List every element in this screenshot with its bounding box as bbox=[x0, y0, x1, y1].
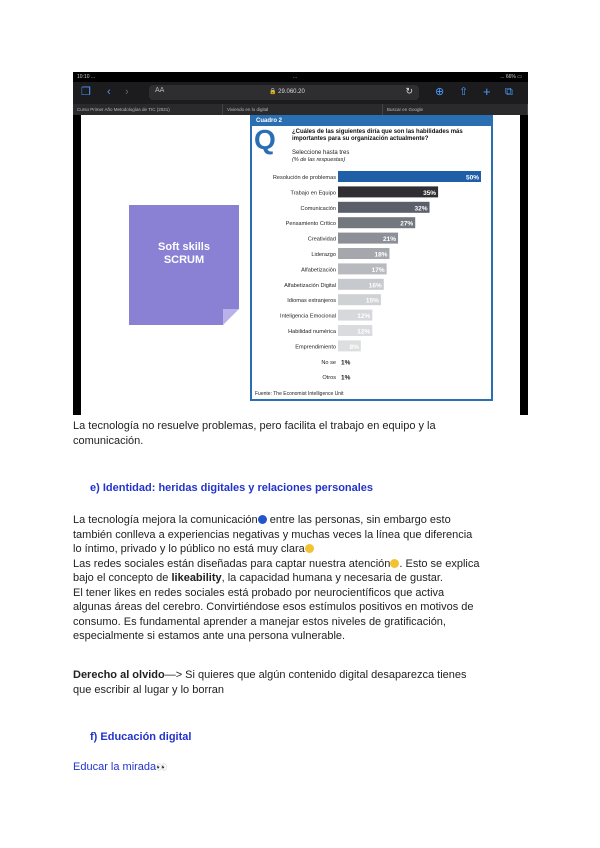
chart-unit: (% de las respuestas) bbox=[292, 157, 346, 163]
download-icon[interactable]: ⊕ bbox=[435, 86, 445, 98]
address-bar[interactable] bbox=[149, 85, 419, 100]
chart-question: ¿Cuáles de las siguientes diría que son las habilidades más importantes para su organización actualmente? bbox=[292, 129, 463, 142]
sidebar-icon[interactable]: ❐ bbox=[81, 86, 91, 98]
p1-line-4b: . Esto se explica bbox=[399, 557, 480, 570]
forward-icon[interactable]: › bbox=[125, 86, 129, 98]
link-text[interactable]: Educar la mirada bbox=[73, 761, 157, 773]
url-text: 🔒 29.060.20 bbox=[269, 89, 305, 95]
category-label: Habilidad numérica bbox=[288, 329, 336, 335]
p1-line-6: El tener likes en redes sociales está probado por neurocientíficos que activa bbox=[73, 586, 445, 599]
p1-line-8: consumo. Es fundamental aprender a manejar estos niveles de gratificación, bbox=[73, 615, 446, 628]
likeability-term: likeability bbox=[171, 572, 222, 584]
category-label: Creatividad bbox=[307, 236, 336, 243]
value-label: 17% bbox=[371, 266, 385, 274]
p2-line-2: que escribir al lugar y lo borran bbox=[73, 683, 225, 696]
tabs-icon[interactable]: ⧉ bbox=[505, 86, 513, 98]
share-icon[interactable]: ⇧ bbox=[459, 86, 469, 98]
p1-line-1b: entre las personas, sin embargo esto bbox=[266, 514, 451, 526]
text-size-button[interactable]: AA bbox=[155, 87, 165, 94]
category-label: Trabajo en Equipo bbox=[290, 190, 336, 197]
educar-la-mirada-link[interactable] bbox=[73, 761, 167, 773]
value-label: 27% bbox=[400, 220, 414, 228]
category-label: Alfabetización Digital bbox=[284, 282, 336, 289]
status-time: 10:10 ... bbox=[77, 74, 96, 80]
chart-instruction: Seleccione hasta tres bbox=[292, 150, 350, 156]
bar-chart bbox=[252, 117, 491, 399]
card-text bbox=[129, 241, 239, 267]
p2-line-1 bbox=[73, 668, 543, 683]
category-label: Emprendimiento bbox=[295, 344, 336, 351]
value-label: 1% bbox=[341, 374, 351, 382]
paragraph-olvido bbox=[73, 668, 543, 697]
card-line-2: SCRUM bbox=[163, 254, 205, 266]
category-label: Pensamiento Crítico bbox=[285, 221, 336, 228]
p2-line-1-rest: —> Si quieres que algún contenido digital desaparezca tienes bbox=[164, 669, 467, 681]
new-tab-icon[interactable]: + bbox=[483, 84, 491, 99]
p1-line-2: también conlleva a experiencias negativas y muchas veces la línea que diferencia bbox=[73, 528, 473, 541]
caption-line-1: La tecnología no resuelve problemas, pero facilita el trabajo en equipo y la bbox=[73, 420, 436, 432]
chart-figure bbox=[250, 115, 493, 401]
speech-emoji-icon bbox=[258, 515, 267, 524]
card-line-1: Soft skills bbox=[158, 241, 210, 253]
eyes-emoji-icon: 👀 bbox=[156, 762, 168, 772]
category-label: Inteligencia Emocional bbox=[280, 313, 336, 320]
category-label: Alfabetización bbox=[301, 267, 336, 274]
category-label: Idiomas extranjeros bbox=[287, 298, 336, 305]
caption-line-2: comunicación. bbox=[73, 434, 144, 447]
value-label: 15% bbox=[365, 297, 379, 305]
p1-line-4 bbox=[73, 557, 543, 572]
value-label: 8% bbox=[349, 343, 359, 351]
category-label: Comunicación bbox=[300, 205, 336, 212]
browser-toolbar bbox=[73, 82, 528, 104]
category-label: Otros bbox=[322, 375, 336, 382]
value-label: 50% bbox=[465, 174, 479, 182]
tab-2[interactable]: Viviendo en lo digital bbox=[223, 104, 383, 115]
chart-q-letter: Q bbox=[254, 124, 276, 155]
status-battery: ... 66% ▭ bbox=[500, 74, 522, 80]
p1-line-4a: Las redes sociales están diseñadas para captar nuestra atención bbox=[73, 557, 391, 570]
embedded-screenshot bbox=[73, 72, 528, 415]
card-fold bbox=[223, 309, 239, 325]
heading-e: e) Identidad: heridas digitales y relaciones personales bbox=[90, 482, 374, 494]
value-label: 18% bbox=[374, 251, 388, 259]
heading-f: f) Educación digital bbox=[90, 731, 192, 743]
soft-skills-card bbox=[129, 205, 239, 325]
bar bbox=[338, 171, 481, 182]
value-label: 12% bbox=[357, 313, 371, 321]
tab-1[interactable]: Curso Primer Año Metodologías de TIC (2021) bbox=[73, 104, 223, 115]
status-bar bbox=[73, 72, 528, 82]
tab-3[interactable]: Buscar en Google bbox=[383, 104, 528, 115]
web-page bbox=[81, 115, 520, 415]
category-label: No se bbox=[321, 359, 336, 366]
chart-header: Cuadro 2 bbox=[252, 117, 491, 126]
value-label: 1% bbox=[341, 359, 351, 367]
category-label: Liderazgo bbox=[311, 252, 336, 258]
p1-line-3 bbox=[73, 542, 543, 557]
p1-line-5c: , la capacidad humana y necesaria de gustar. bbox=[221, 572, 443, 584]
fearful-face-icon bbox=[305, 544, 314, 553]
reload-icon[interactable]: ↻ bbox=[405, 86, 413, 96]
status-center: ... bbox=[293, 74, 298, 80]
value-label: 16% bbox=[368, 282, 382, 290]
value-label: 12% bbox=[357, 328, 371, 336]
p1-line-7: algunas áreas del cerebro. Convirtiéndose esos estímulos positivos en motivos de bbox=[73, 601, 474, 613]
p1-line-5 bbox=[73, 571, 543, 586]
p1-line-9: especialmente si estamos ante una persona vulnerable. bbox=[73, 630, 346, 642]
category-label: Resolución de problemas bbox=[272, 175, 336, 181]
caption bbox=[73, 419, 436, 448]
p1-line-1 bbox=[73, 513, 543, 528]
p1-line-3a: lo íntimo, privado y lo público no está muy clara bbox=[73, 543, 305, 555]
value-label: 32% bbox=[414, 205, 428, 213]
value-label: 35% bbox=[423, 189, 437, 197]
paragraph-identity bbox=[73, 513, 543, 644]
derecho-olvido-term: Derecho al olvido bbox=[73, 669, 165, 681]
back-icon[interactable]: ‹ bbox=[107, 86, 111, 98]
p1-line-1a: La tecnología mejora la comunicación bbox=[73, 514, 258, 526]
value-label: 21% bbox=[383, 236, 397, 244]
chart-source: Fuente: The Economist Intelligence Unit bbox=[255, 391, 344, 397]
p1-line-5a: bajo el concepto de bbox=[73, 572, 172, 584]
tab-bar bbox=[73, 104, 528, 115]
